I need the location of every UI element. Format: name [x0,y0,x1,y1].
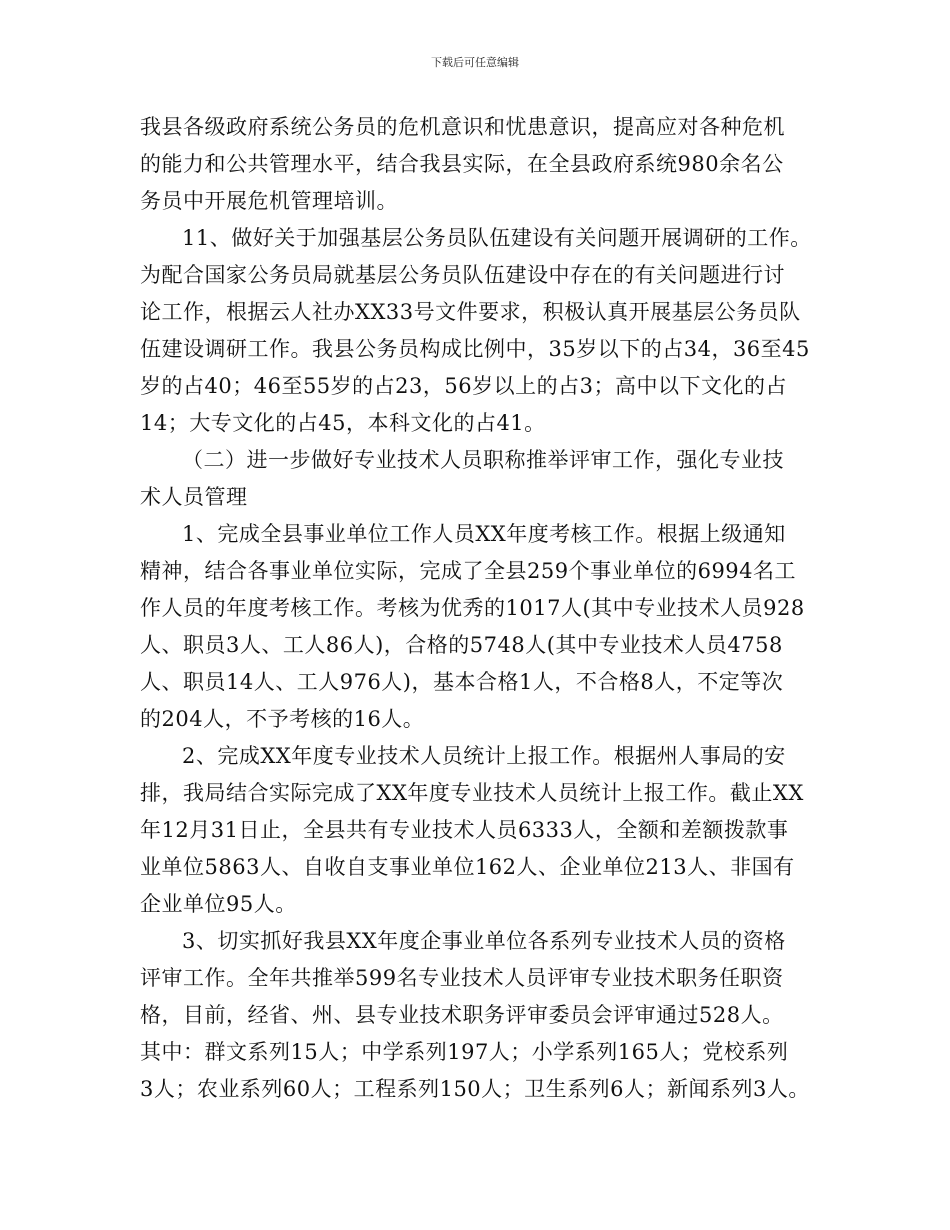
text-line: 评审工作。全年共推举599名专业技术人员评审专业技术职务任职资 [140,966,784,990]
text-line: 其中：群文系列15人；中学系列197人；小学系列165人；党校系列 [140,1040,789,1064]
section-heading: （二）进一步做好专业技术人员职称推举评审工作，强化专业技 [182,448,784,472]
text-line: 岁的占40；46至55岁的占23，56岁以上的占3；高中以下文化的占 [140,374,787,398]
text-line: 排，我局结合实际完成了XX年度专业技术人员统计上报工作。截止XX [140,781,804,805]
text-line: 业单位5863人、自收自支事业单位162人、企业单位213人、非国有 [140,855,795,879]
paragraph-first-line: 3、切实抓好我县XX年度企事业单位各系列专业技术人员的资格 [182,929,786,953]
paragraph-first-line: 1、完成全县事业单位工作人员XX年度考核工作。根据上级通知 [182,522,786,546]
text-line: 人、职员3人、工人86人)，合格的5748人(其中专业技术人员4758 [140,633,783,657]
text-line: 人、职员14人、工人976人)，基本合格1人，不合格8人，不定等次 [140,670,784,694]
text-line: 的能力和公共管理水平，结合我县实际，在全县政府系统980余名公 [140,152,784,176]
text-line: 企业单位95人。 [140,892,297,916]
paragraph-first-line: 11、做好关于加强基层公务员队伍建设有关问题开展调研的工作。 [182,226,812,250]
page-header: 下载后可任意编辑 [431,56,519,69]
text-line: 精神，结合各事业单位实际，完成了全县259个事业单位的6994名工 [140,559,797,583]
text-line: 格，目前，经省、州、县专业技术职务评审委员会评审通过528人。 [140,1003,784,1027]
text-line: 我县各级政府系统公务员的危机意识和忧患意识，提高应对各种危机 [140,115,785,139]
text-line: 作人员的年度考核工作。考核为优秀的1017人(其中专业技术人员928 [140,596,805,620]
text-line: 年12月31日止，全县共有专业技术人员6333人，全额和差额拨款事 [140,818,789,842]
section-heading-continued: 术人员管理 [140,485,248,509]
text-line: 伍建设调研工作。我县公务员构成比例中，35岁以下的占34，36至45 [140,337,810,361]
text-line: 为配合国家公务员局就基层公务员队伍建设中存在的有关问题进行讨 [140,263,785,287]
text-line: 论工作，根据云人社办XX33号文件要求，积极认真开展基层公务员队 [140,300,801,324]
text-line: 的204人，不予考核的16人。 [140,707,425,731]
text-line: 务员中开展危机管理培训。 [140,189,398,213]
paragraph-first-line: 2、完成XX年度专业技术人员统计上报工作。根据州人事局的安 [182,744,786,768]
text-line: 3人；农业系列60人；工程系列150人；卫生系列6人；新闻系列3人。 [140,1077,810,1101]
text-line: 14；大专文化的占45，本科文化的占41。 [140,411,546,435]
